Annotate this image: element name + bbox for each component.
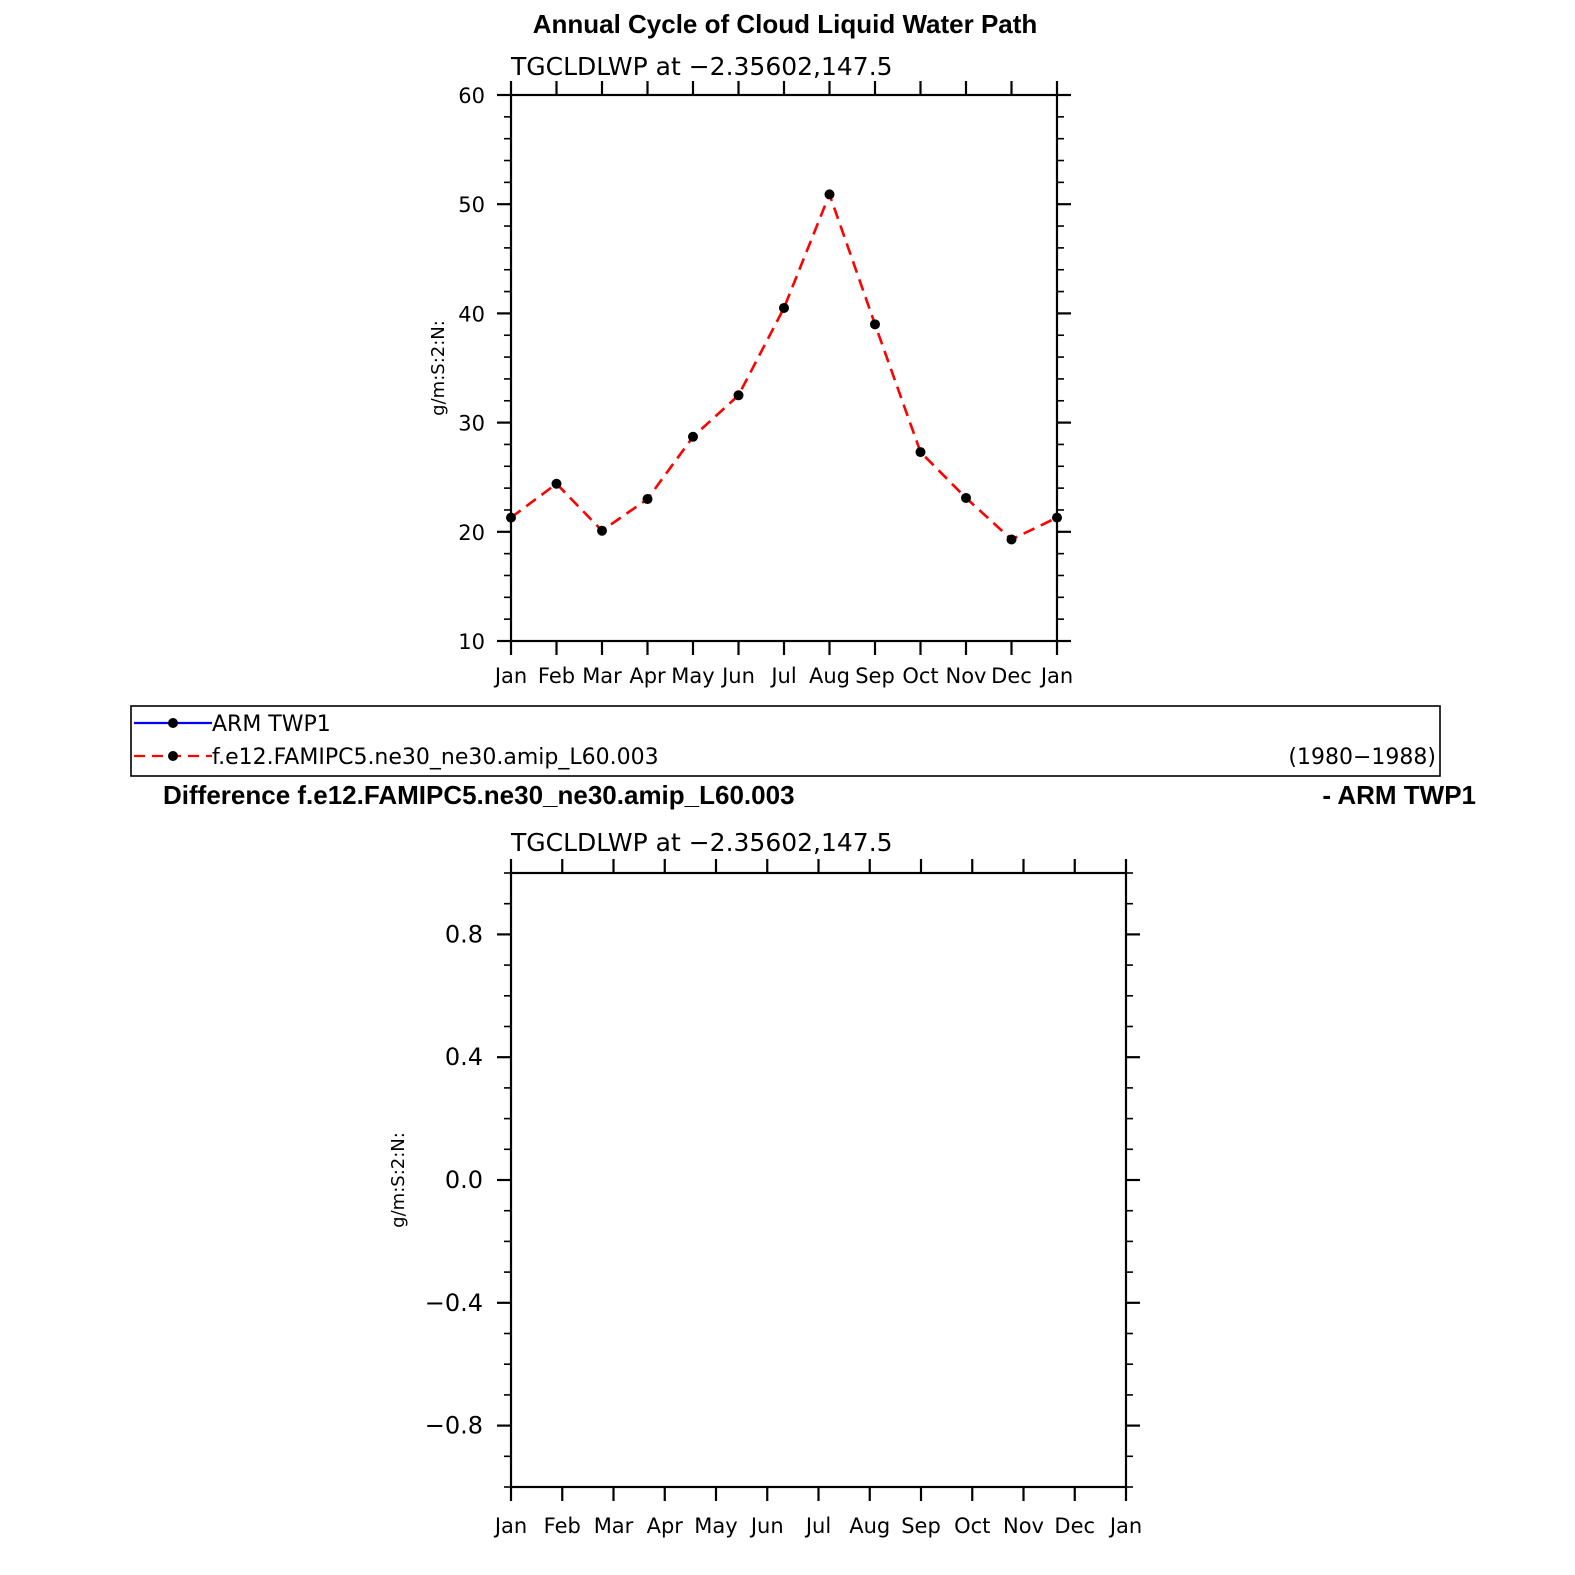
chart2-xtick-label: Dec xyxy=(1054,1514,1096,1538)
chart1-xtick-label: Jan xyxy=(1040,664,1074,688)
chart2-ytick-label: −0.8 xyxy=(424,1411,483,1440)
chart1-series xyxy=(506,189,1062,544)
chart2-xtick-label: Aug xyxy=(849,1514,891,1538)
chart2-xtick-label: Jan xyxy=(494,1514,528,1538)
chart2-xtick-label: Nov xyxy=(1003,1514,1044,1538)
chart1-series-line xyxy=(511,194,1057,539)
chart1-data-point xyxy=(779,303,789,313)
chart1-xtick-label: Feb xyxy=(537,664,576,688)
chart2-xtick-label: Oct xyxy=(954,1514,991,1538)
chart2-ytick-label: 0.0 xyxy=(444,1166,483,1194)
chart1-xtick-label: Aug xyxy=(808,664,851,688)
chart1-data-point xyxy=(552,479,562,489)
chart2-xtick-label: Jun xyxy=(750,1514,784,1538)
chart1-axes xyxy=(458,81,1073,688)
chart1-xtick-label: Sep xyxy=(855,664,895,688)
legend-label-arm: ARM TWP1 xyxy=(212,712,331,737)
chart1-xtick-label: Mar xyxy=(582,664,622,688)
annual-cycle-chart xyxy=(428,9,1073,688)
chart1-xtick-label: Dec xyxy=(991,664,1032,688)
chart1-data-point xyxy=(961,493,971,503)
chart1-ytick-label: 20 xyxy=(458,520,485,545)
chart1-xtick-label: May xyxy=(671,664,715,688)
legend-marker-arm xyxy=(168,718,178,728)
chart1-data-point xyxy=(506,513,516,523)
chart2-xtick-label: May xyxy=(694,1514,738,1538)
chart1-data-point xyxy=(825,189,835,199)
chart2-xtick-label: Feb xyxy=(543,1514,581,1538)
legend-label-model: f.e12.FAMIPC5.ne30_ne30.amip_L60.003 xyxy=(212,745,659,770)
chart2-ytick-label: −0.4 xyxy=(424,1288,483,1317)
chart1-xtick-label: Oct xyxy=(902,664,939,688)
chart1-subtitle: TGCLDLWP at −2.35602,147.5 xyxy=(511,52,893,81)
chart1-data-point xyxy=(1052,513,1062,523)
chart2-subtitle: TGCLDLWP at −2.35602,147.5 xyxy=(511,828,893,857)
chart1-ytick-label: 10 xyxy=(458,630,485,654)
chart1-data-point xyxy=(734,390,744,400)
chart2-ylabel: g/m:S:2:N: xyxy=(388,1132,409,1228)
chart1-xtick-label: Apr xyxy=(629,664,666,688)
chart1-data-point xyxy=(597,526,607,536)
chart2-axes xyxy=(425,859,1142,1538)
chart1-xtick-label: Jan xyxy=(494,664,528,688)
chart1-xtick-label: Jun xyxy=(722,664,755,688)
legend-period: (1980−1988) xyxy=(1288,745,1436,770)
chart1-ytick-label: 50 xyxy=(458,193,485,218)
chart2-xtick-label: Sep xyxy=(901,1514,941,1538)
chart2-title: Difference f.e12.FAMIPC5.ne30_ne30.amip_L60.003 xyxy=(163,780,795,810)
chart1-xtick-label: Nov xyxy=(945,664,987,688)
chart2-frame xyxy=(511,873,1126,1487)
chart2-xtick-label: Mar xyxy=(593,1514,634,1538)
chart1-data-point xyxy=(870,319,880,329)
chart2-xtick-label: Jan xyxy=(1109,1514,1143,1538)
chart1-data-point xyxy=(916,447,926,457)
chart1-data-point xyxy=(643,494,653,504)
chart1-ytick-label: 30 xyxy=(458,411,485,436)
chart2-xtick-label: Apr xyxy=(646,1514,683,1538)
chart1-ytick-label: 60 xyxy=(458,84,485,108)
chart2-ytick-label: 0.8 xyxy=(444,920,483,949)
legend xyxy=(131,706,1440,776)
chart2-xtick-label: Jul xyxy=(805,1514,832,1538)
chart1-ytick-label: 40 xyxy=(458,302,485,327)
chart1-frame xyxy=(511,95,1057,641)
chart1-title: Annual Cycle of Cloud Liquid Water Path xyxy=(532,9,1038,39)
chart2-title-right: - ARM TWP1 xyxy=(1322,780,1476,810)
chart1-data-point xyxy=(688,432,698,442)
difference-chart xyxy=(163,780,1476,1538)
chart1-xtick-label: Jul xyxy=(771,664,797,688)
chart1-ylabel: g/m:S:2:N: xyxy=(428,320,449,416)
legend-marker-model xyxy=(168,751,178,761)
chart2-ytick-label: 0.4 xyxy=(444,1043,483,1072)
chart1-data-point xyxy=(1007,534,1017,544)
